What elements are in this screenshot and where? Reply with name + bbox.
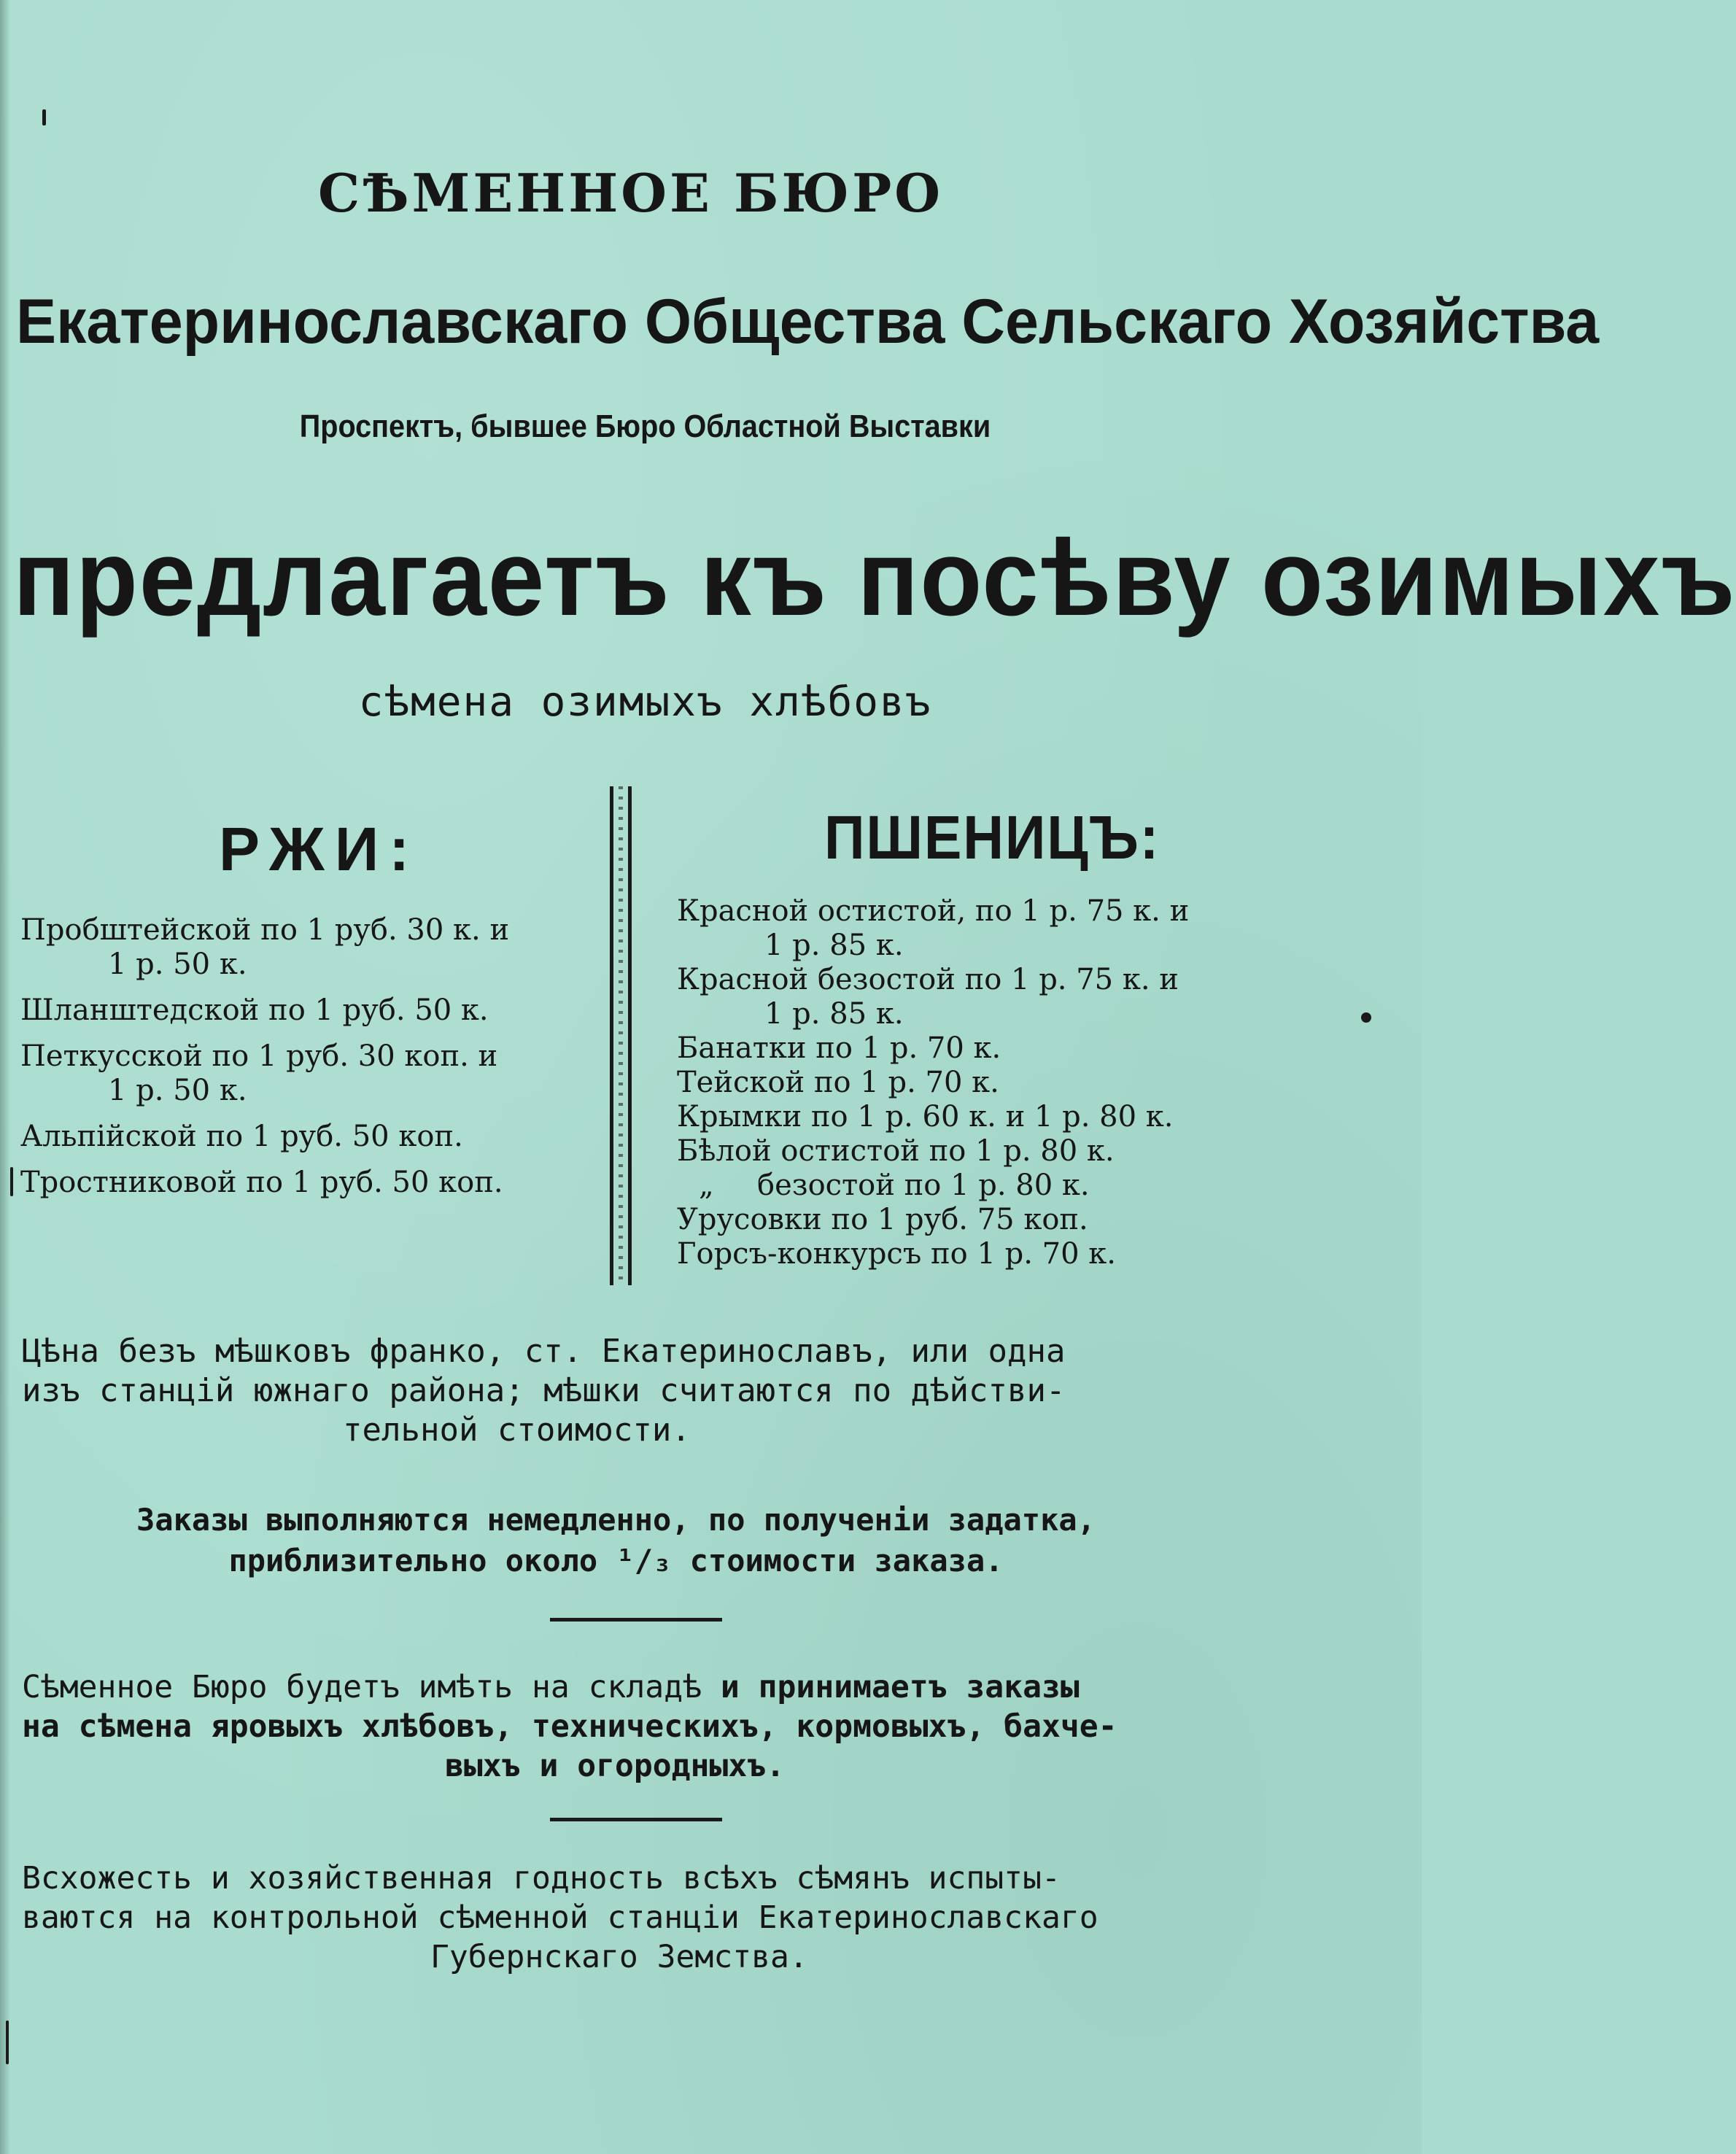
wheat-item-line: Урусовки по 1 руб. 75 коп. [677, 1203, 1088, 1236]
wheat-item-line [677, 1169, 1406, 1203]
wheat-item-banatka [677, 1031, 1406, 1066]
rye-item-line: 1 р. 50 к. [108, 948, 247, 981]
wheat-item-line: 1 р. 85 к. [764, 929, 904, 962]
rye-item-alpine [20, 1120, 604, 1154]
wheat-item-red-awned [677, 894, 1406, 963]
orders-note-line [0, 1541, 1327, 1581]
rye-list [20, 913, 604, 1212]
testing-note-line: ваются на контрольной сѣменной станціи Екатеринославскаго [22, 1899, 1098, 1936]
wheat-item-red-awnless [677, 963, 1406, 1031]
price-note-line: изъ станцій южнаго района; мѣшки считаются по дѣйстви- [22, 1372, 1066, 1409]
testing-note-line: Всхожесть и хозяйственная годность всѣхъ сѣмянъ испыты- [22, 1860, 1061, 1897]
orders-note-text: стоимости заказа. [671, 1543, 1004, 1578]
stock-note-line [22, 1667, 1262, 1707]
wheat-item-line: Крымки по 1 р. 60 к. и 1 р. 80 к. [677, 1100, 1174, 1134]
paper-speck [6, 2021, 9, 2064]
separator-rule [550, 1618, 722, 1622]
page-edge-shadow [0, 0, 10, 2154]
rye-item-petkus [20, 1039, 604, 1108]
rye-item-line: Альпійской по 1 руб. 50 коп. [20, 1120, 463, 1153]
separator-rule [550, 1818, 722, 1821]
rye-item-schlanstedt [20, 993, 604, 1028]
column-divider [610, 786, 632, 1285]
wheat-item-line: Тейской по 1 р. 70 к. [677, 1066, 999, 1099]
stock-note-line: на сѣмена яровыхъ хлѣбовъ, техническихъ, кормовыхъ, бахче- [22, 1708, 1117, 1745]
stock-note-line: выхъ и огородныхъ. [445, 1748, 785, 1784]
wheat-item-white-awned [677, 1134, 1406, 1169]
rye-item-line: Пробштейской по 1 руб. 30 к. и [20, 913, 510, 947]
rye-item-line: Тростниковой по 1 руб. 50 коп. [20, 1166, 503, 1199]
wheat-item-text: безостой по 1 р. 80 к. [757, 1169, 1090, 1202]
address-line: Проспектъ, бывшее Бюро Областной Выставки [299, 408, 991, 444]
rye-item-reed [20, 1166, 604, 1200]
wheat-item-horse-contest [677, 1237, 1406, 1271]
wheat-list [677, 894, 1406, 1271]
stock-note-text: Сѣменное Бюро будетъ имѣть на складѣ [22, 1669, 721, 1705]
paper-speck [42, 109, 46, 125]
wheat-item-line: Банатки по 1 р. 70 к. [677, 1031, 1001, 1065]
ditto-mark: „ [699, 1169, 714, 1202]
wheat-item-line: Бѣлой остистой по 1 р. 80 к. [677, 1134, 1115, 1168]
fraction-one-third: ¹/₃ [616, 1543, 672, 1578]
rye-item-line: 1 р. 50 к. [108, 1074, 247, 1107]
orders-note-line: Заказы выполняются немедленно, по полученіи задатка, [136, 1502, 1096, 1538]
price-note-line: Цѣна безъ мѣшковъ франко, ст. Екатеринославъ, или одна [22, 1333, 1066, 1370]
seeds-subheading: сѣмена озимыхъ хлѣбовъ [358, 678, 932, 726]
rye-item-line: Шланштедской по 1 руб. 50 к. [20, 993, 489, 1027]
wheat-item-white-awnless [677, 1169, 1406, 1203]
rye-title: РЖИ: [219, 815, 420, 883]
offer-headline: предлагаетъ къ посѣву озимыхъ [13, 518, 1736, 638]
wheat-item-line: Горсъ-конкурсъ по 1 р. 70 к. [677, 1237, 1116, 1271]
wheat-item-line: Красной безостой по 1 р. 75 к. и [677, 963, 1179, 996]
bureau-heading: СѢМЕННОЕ БЮРО [317, 162, 944, 224]
wheat-title: ПШЕНИЦЪ: [824, 803, 1160, 872]
wheat-item-krymka [677, 1100, 1406, 1134]
wheat-item-teiskaya [677, 1066, 1406, 1100]
price-note-line: тельной стоимости. [343, 1411, 691, 1449]
wheat-item-line: 1 р. 85 к. [764, 997, 904, 1031]
wheat-item-line: Красной остистой, по 1 р. 75 к. и [677, 894, 1190, 928]
rye-item-probstei [20, 913, 604, 982]
orders-note [0, 1500, 1327, 1581]
testing-note-line: Губернскаго Земства. [430, 1939, 808, 1975]
testing-note [22, 1859, 1262, 1977]
rye-item-line: Петкусской по 1 руб. 30 коп. и [20, 1039, 498, 1073]
orders-note-text: приблизительно около [228, 1543, 616, 1578]
paper-speck [1361, 1012, 1371, 1023]
price-note [22, 1332, 1262, 1450]
stock-note-bold-text: и принимаетъ заказы [720, 1669, 1080, 1705]
stock-note [22, 1667, 1262, 1786]
wheat-item-urusovka [677, 1203, 1406, 1237]
society-heading: Екатеринославскаго Общества Сельскаго Хозяйства [16, 287, 1600, 357]
paper-speck [10, 1167, 13, 1196]
